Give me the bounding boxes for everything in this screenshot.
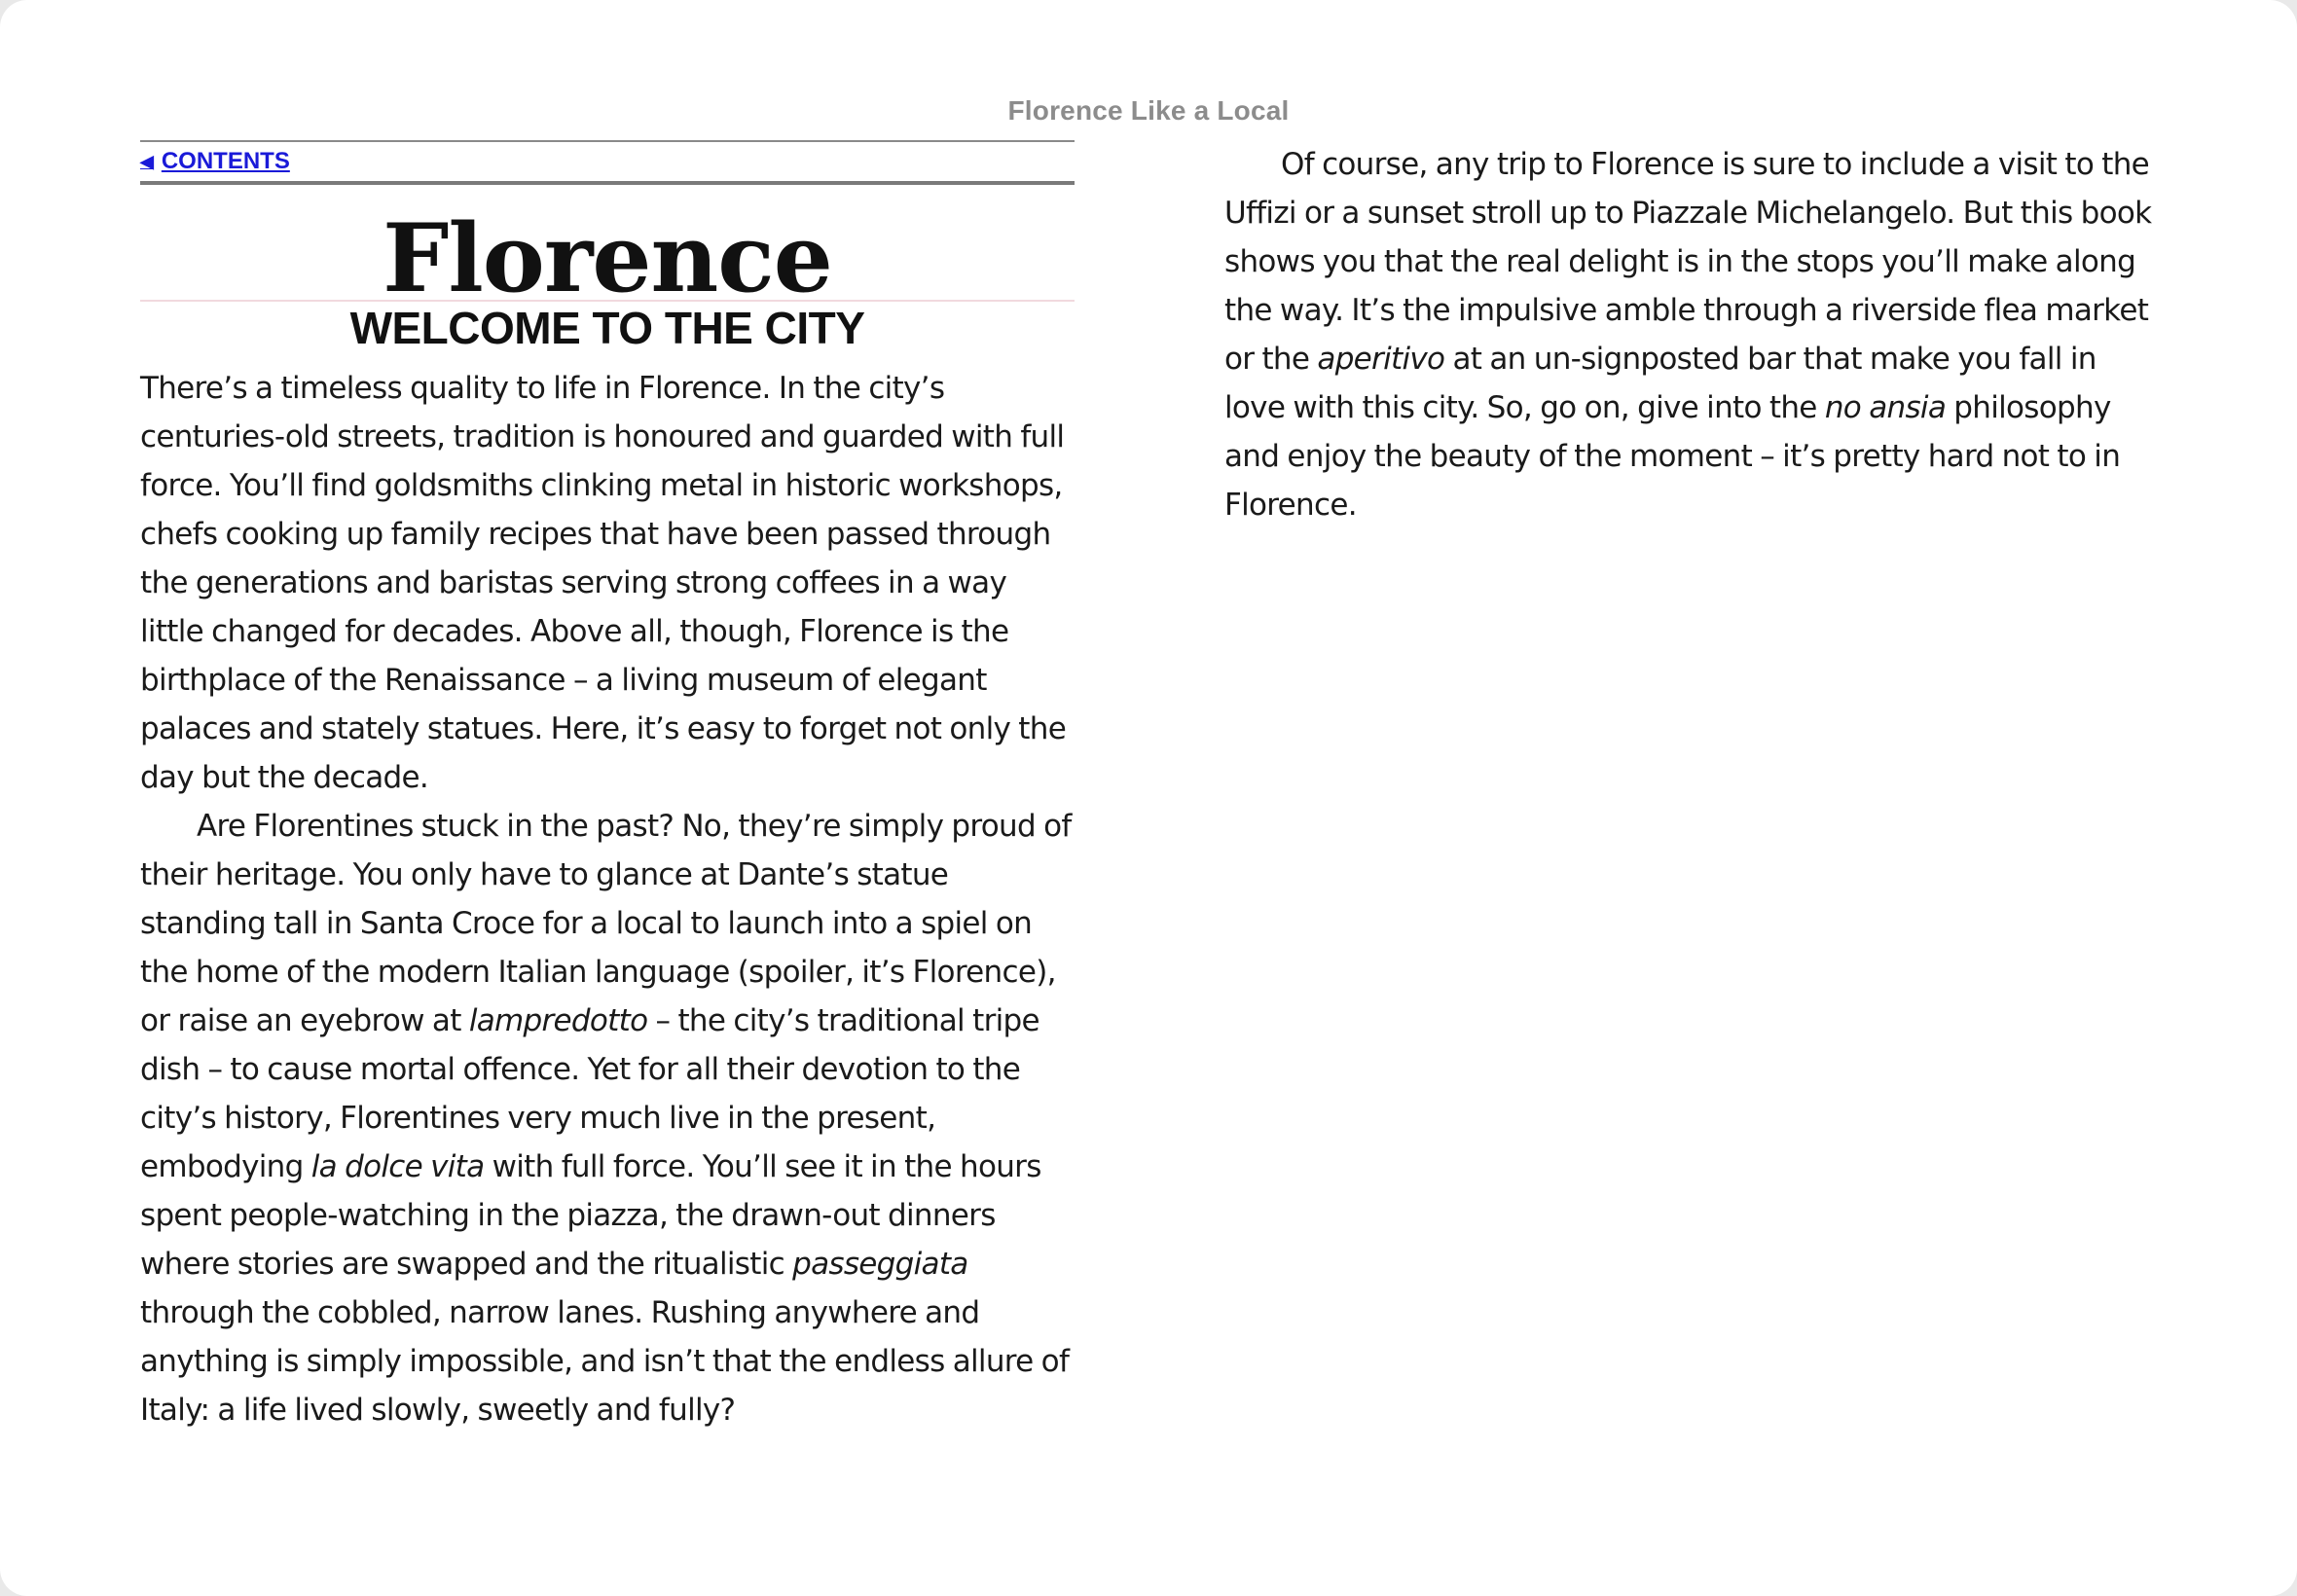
- left-body-text: [140, 364, 1075, 1434]
- right-column: [1224, 140, 2157, 529]
- right-body-text: [1224, 140, 2157, 529]
- book-title: Florence Like a Local: [1007, 95, 1290, 126]
- paragraph: [140, 364, 1075, 802]
- contents-link-label: CONTENTS: [161, 148, 290, 174]
- contents-link[interactable]: [140, 148, 290, 175]
- italic-term: passeggiata: [792, 1247, 968, 1282]
- chapter-subtitle: WELCOME TO THE CITY: [349, 303, 865, 353]
- text-run: – the city’s traditional tripe dish – to cause mortal offence. Yet for all their devotion to the city’s history, Florentines very much live in the present, embodying: [140, 1003, 1039, 1184]
- left-triangle-icon: ◀: [140, 151, 154, 171]
- text-run: at an un-signposted bar that make you fall in love with this city. So, go on, give into the: [1224, 342, 2096, 425]
- text-run: Of course, any trip to Florence is sure to include a visit to the Uffizi or a sunset stroll up to Piazzale Michelangelo. But this book shows you that the real delight is in the stops you’ll make along the way. It’s the impulsive amble through a riverside flea market or the: [1224, 147, 2152, 377]
- italic-term: la dolce vita: [310, 1149, 485, 1184]
- chapter-title: Florence: [383, 203, 832, 313]
- text-run: Are Florentines stuck in the past? No, they’re simply proud of their heritage. You only have to glance at Dante’s statue standing tall in Santa Croce for a local to launch into a spiel on the home of the modern Italian language (spoiler, it’s Florence), or raise an eyebrow at: [140, 809, 1072, 1038]
- text-run: with full force. You’ll see it in the hours spent people-watching in the piazza, the drawn-out dinners where stories are swapped and the ritualistic: [140, 1149, 1041, 1282]
- left-column: [140, 140, 1075, 1434]
- text-run: There’s a timeless quality to life in Florence. In the city’s centuries-old streets, tradition is honoured and guarded with full force. You’ll find goldsmiths clinking metal in historic workshops, chefs cooking up family recipes that have been passed through the generations and baristas serving strong coffees in a way little changed for decades. Above all, though, Florence is the birthplace of the Renaissance – a living museum of elegant palaces and stately statues. Here, it’s easy to forget not only the day but the decade.: [140, 371, 1067, 795]
- contents-nav-bar: [140, 140, 1075, 185]
- italic-term: aperitivo: [1317, 342, 1445, 377]
- italic-term: lampredotto: [468, 1003, 648, 1038]
- paragraph: [1224, 140, 2157, 529]
- text-run: through the cobbled, narrow lanes. Rushing anywhere and anything is simply impossible, and isn’t that the endless allure of Italy: a life lived slowly, sweetly and fully?: [140, 1295, 1070, 1428]
- italic-term: no ansia: [1824, 390, 1947, 425]
- paragraph: [140, 802, 1075, 1434]
- text-run: philosophy and enjoy the beauty of the moment – it’s pretty hard not to in Florence.: [1224, 390, 2121, 523]
